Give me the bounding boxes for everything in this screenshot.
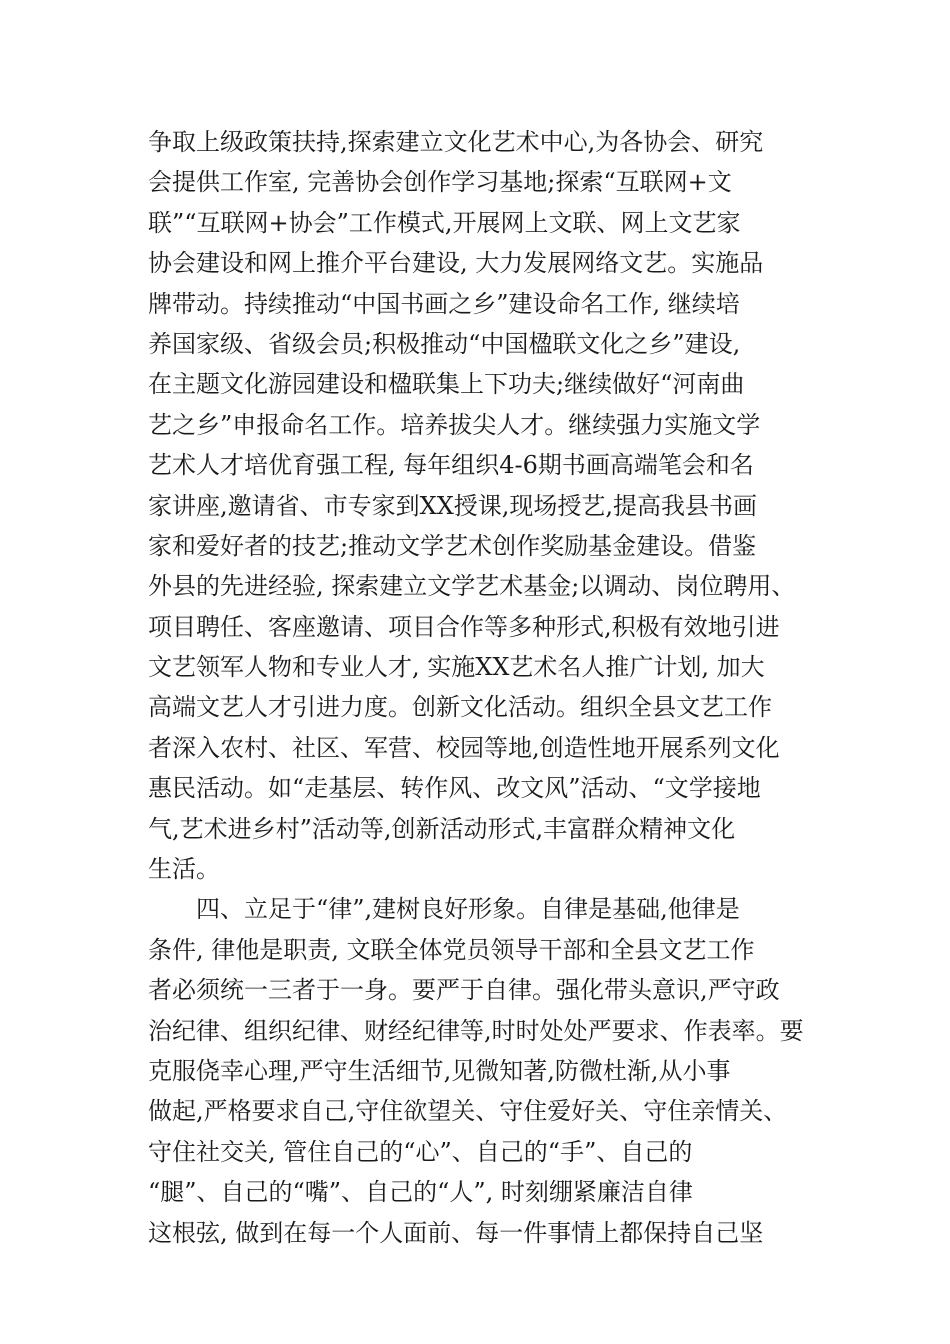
text-line-16: 者深入农村、社区、军营、校园等地,创造性地开展系列文化	[148, 733, 780, 762]
text-line-18: 气,艺术进乡村”活动等,创新活动形式,丰富群众精神文化	[148, 814, 736, 843]
text-line-3: 联”“互联网+协会”工作模式,开展网上文联、网上文艺家	[148, 208, 741, 237]
text-line-27: “腿”、自己的“嘴”、自己的“人”, 时刻绷紧廉洁自律	[148, 1178, 693, 1207]
text-line-22: 者必须统一三者于一身。要严于自律。强化带头意识,严守政	[148, 976, 780, 1005]
text-line-13: 项目聘任、客座邀请、项目合作等多种形式,积极有效地引进	[148, 612, 780, 641]
text-line-7: 在主题文化游园建设和楹联集上下功夫;继续做好“河南曲	[148, 370, 745, 399]
text-line-11: 家和爱好者的技艺;推动文学艺术创作奖励基金建设。借鉴	[148, 531, 757, 560]
text-line-25: 做起,严格要求自己,守住欲望关、守住爱好关、守住亲情关、	[148, 1097, 788, 1126]
text-line-19: 生活。	[148, 855, 220, 884]
text-line-6: 养国家级、省级会员;积极推动“中国楹联文化之乡”建设,	[148, 329, 741, 358]
text-line-26: 守住社交关, 管住自己的“心”、自己的“手”、自己的	[148, 1137, 693, 1166]
text-line-8: 艺之乡”申报命名工作。培养拔尖人才。继续强力实施文学	[148, 410, 761, 439]
text-line-14: 文艺领军人物和专业人才, 实施XX艺术名人推广计划, 加大	[148, 653, 765, 682]
text-line-28: 这根弦, 做到在每一个人面前、每一件事情上都保持自己坚	[148, 1218, 764, 1247]
text-line-21: 条件, 律他是职责, 文联全体党员领导干部和全县文艺工作	[148, 935, 755, 964]
body-text	[148, 122, 808, 1253]
text-line-10: 家讲座,邀请省、市专家到XX授课,现场授艺,提高我县书画	[148, 491, 758, 520]
text-line-15: 高端文艺人才引进力度。创新文化活动。组织全县文艺工作	[148, 693, 772, 722]
text-line-12: 外县的先进经验, 探索建立文学艺术基金;以调动、岗位聘用、	[148, 572, 796, 601]
text-line-17: 惠民活动。如“走基层、转作风、改文风”活动、“文学接地	[148, 774, 761, 803]
text-line-20: 四、立足于“律”,建树良好形象。自律是基础,他律是	[148, 895, 740, 924]
text-line-2: 会提供工作室, 完善协会创作学习基地;探索“互联网+文	[148, 168, 732, 197]
text-line-4: 协会建设和网上推介平台建设, 大力发展网络文艺。实施品	[148, 249, 764, 278]
text-line-24: 克服侥幸心理,严守生活细节,见微知著,防微杜渐,从小事	[148, 1056, 731, 1085]
text-line-1: 争取上级政策扶持,探索建立文化艺术中心,为各协会、研究	[148, 128, 764, 156]
text-line-5: 牌带动。持续推动“中国书画之乡”建设命名工作, 继续培	[148, 289, 740, 318]
text-line-9: 艺术人才培优育强工程, 每年组织4-6期书画高端笔会和名	[148, 451, 754, 480]
text-line-23: 治纪律、组织纪律、财经纪律等,时时处处严要求、作表率。要	[148, 1016, 804, 1045]
